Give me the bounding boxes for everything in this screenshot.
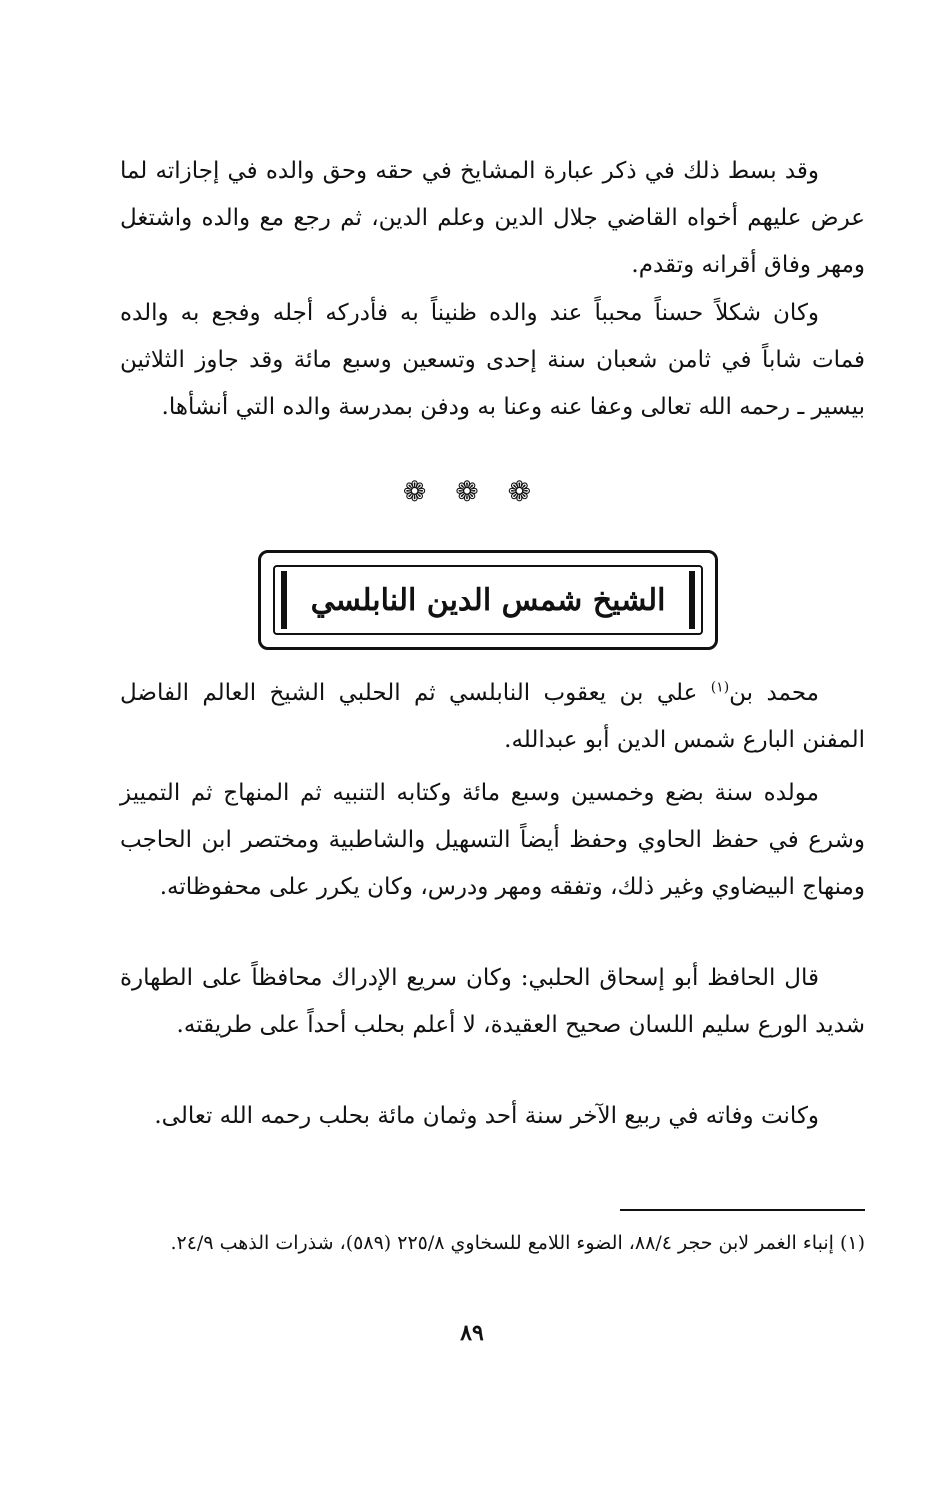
footnote-divider [620,1209,865,1211]
paragraph-death: وكانت وفاته في ربيع الآخر سنة أحد وثمان مائة بحلب رحمه الله تعالى. [154,1103,819,1129]
footnote-reference: (١) [710,679,730,696]
intro-name-start: محمد بن [729,680,819,706]
frame-right-bar [689,571,695,629]
section-title-inner-frame [273,565,703,635]
footnote-text: (١) إنباء الغمر لابن حجر ٨٨/٤، الضوء اللامع للسخاوي ٢٢٥/٨ (٥٨٩)، شذرات الذهب ٢٤/٩. [170,1232,865,1254]
separator-ornament: ❁ ❁ ❁ [402,475,542,508]
paragraph-intro [120,670,865,764]
section-title-frame [258,550,718,650]
paragraph-quote: قال الحافظ أبو إسحاق الحلبي: وكان سريع الإدراك محافظاً على الطهارة شديد الورع سليم اللسان صحيح العقيدة، لا أعلم بحلب أحداً على طريقته. [120,965,865,1038]
page-number: ٨٩ [460,1320,484,1346]
paragraph-death-son: وكان شكلاً حسناً محبباً عند والده ظنيناً به فأدركه أجله وفجع به والده فمات شاباً في ثامن شعبان سنة إحدى وتسعين وسبع مائة وقد جاوز الثلاثين بيسير ـ رحمه الله تعالى وعفا عنه وعنا به ودفن بمدرسة والده التي أنشأها. [120,300,865,420]
intro-name-rest: علي بن يعقوب النابلسي ثم الحلبي الشيخ العالم الفاضل المفنن البارع شمس الدين أبو عبدالله. [120,680,865,753]
section-title: الشيخ شمس الدين النابلسي [310,582,666,618]
paragraph-birth: مولده سنة بضع وخمسين وسبع مائة وكتابه التنبيه ثم المنهاج ثم التمييز وشرع في حفظ الحاوي وحفظ أيضاً التسهيل والشاطبية ومختصر ابن الحاجب ومنهاج البيضاوي وغير ذلك، وتفقه ومهر ودرس، وكان يكرر على محفوظاته. [120,780,865,900]
paragraph-ijazat: وقد بسط ذلك في ذكر عبارة المشايخ في حقه وحق والده في إجازاته لما عرض عليهم أخواه القاضي جلال الدين وعلم الدين، ثم رجع مع والده واشتغل ومهر وفاق أقرانه وتقدم. [120,158,865,278]
frame-left-bar [281,571,287,629]
